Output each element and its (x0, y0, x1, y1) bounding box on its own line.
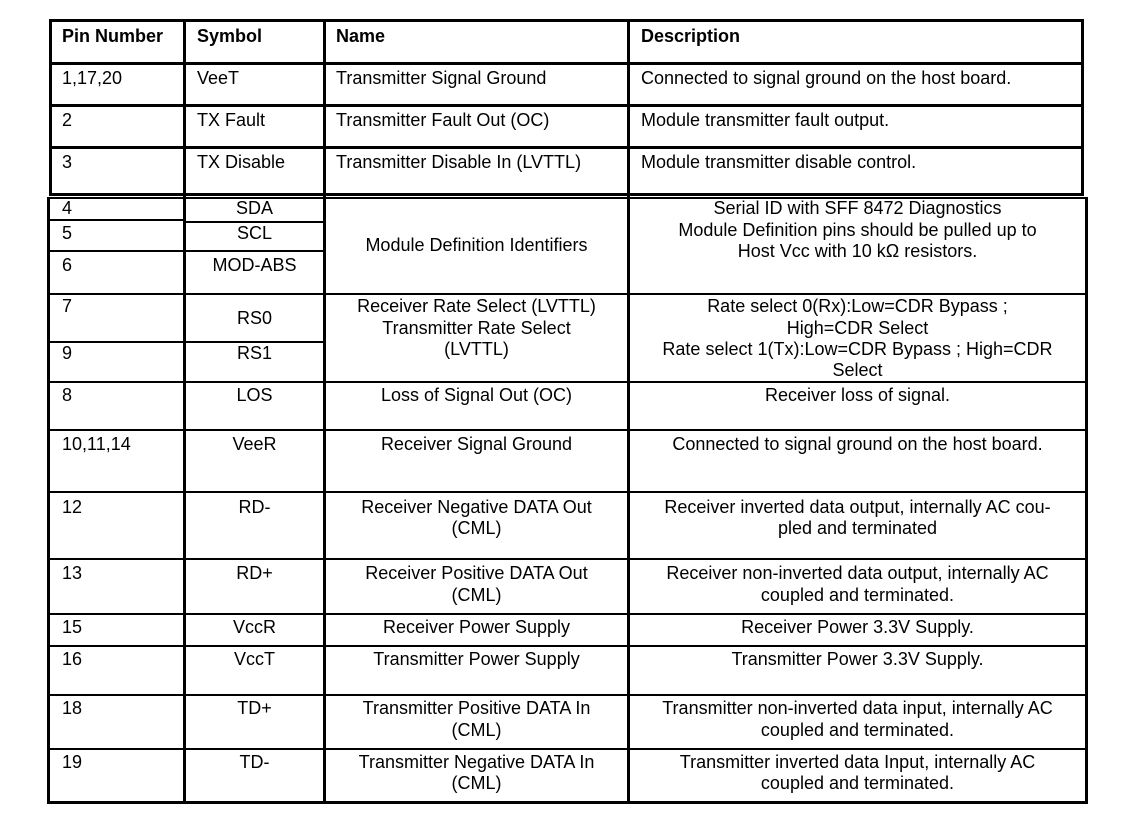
pin-cell: 4 (62, 198, 73, 218)
header-description: Description (641, 26, 741, 46)
pin-cell: 16 (62, 649, 83, 669)
table-border (1081, 19, 1084, 196)
description-line: Host Vcc with 10 kΩ resistors. (737, 241, 978, 261)
name-cell: Receiver Signal Ground (380, 434, 573, 454)
table-border (48, 429, 1087, 431)
symbol-cell: RD- (238, 497, 271, 517)
name-line: Transmitter Negative DATA In (358, 752, 595, 772)
pin-cell: 5 (62, 223, 73, 243)
table-border (48, 293, 1087, 295)
table-border (49, 62, 1084, 65)
symbol-cell: RS0 (236, 308, 272, 328)
description-line: Serial ID with SFF 8472 Diagnostics (713, 198, 1002, 218)
description-line: Rate select 0(Rx):Low=CDR Bypass ; (707, 296, 1008, 316)
header-name: Name (336, 26, 386, 46)
pin-cell: 2 (62, 110, 73, 130)
symbol-cell: SCL (236, 223, 272, 243)
column-divider (183, 19, 186, 804)
description-line: coupled and terminated. (760, 773, 955, 793)
column-divider (323, 19, 326, 804)
name-line: Receiver Rate Select (LVTTL) (357, 296, 596, 316)
name-line: (CML) (451, 518, 502, 538)
name-cell: Transmitter Signal Ground (336, 68, 547, 88)
symbol-cell: SDA (235, 198, 273, 218)
description-line: coupled and terminated. (760, 720, 955, 740)
description-line: Select (832, 360, 883, 380)
symbol-cell: RS1 (236, 343, 272, 363)
description-line: Module Definition pins should be pulled up to (678, 220, 1037, 240)
symbol-cell: TX Disable (197, 152, 286, 172)
name-line: Receiver Negative DATA Out (361, 497, 592, 517)
column-divider (627, 19, 630, 804)
table-border (48, 219, 184, 221)
description-line: coupled and terminated. (760, 585, 955, 605)
name-line: (CML) (451, 585, 502, 605)
table-border (1085, 197, 1088, 804)
pin-cell: 13 (62, 563, 83, 583)
name-line: Transmitter Positive DATA In (362, 698, 591, 718)
table-border (48, 250, 324, 252)
description-line: High=CDR Select (786, 318, 929, 338)
table-border (48, 613, 1087, 615)
name-line: Transmitter Rate Select (382, 318, 571, 338)
table-border (49, 19, 52, 196)
table-border (47, 197, 50, 804)
name-cell: Transmitter Power Supply (373, 649, 580, 669)
pin-cell: 18 (62, 698, 83, 718)
description-cell: Module transmitter disable control. (641, 152, 917, 172)
name-cell: Transmitter Fault Out (OC) (336, 110, 550, 130)
pin-cell: 10,11,14 (62, 434, 131, 454)
description-cell: Connected to signal ground on the host board. (641, 68, 1012, 88)
symbol-cell: TD+ (237, 698, 272, 718)
description-line: pled and terminated (777, 518, 938, 538)
name-cell: Receiver Power Supply (382, 617, 571, 637)
description-cell: Receiver loss of signal. (764, 385, 951, 405)
symbol-cell: LOS (236, 385, 273, 405)
table-border (48, 694, 1087, 696)
pin-cell: 8 (62, 385, 73, 405)
name-cell: Transmitter Disable In (LVTTL) (336, 152, 582, 172)
pin-cell: 1,17,20 (62, 68, 123, 88)
description-cell: Connected to signal ground on the host board. (672, 434, 1043, 454)
table-border (49, 19, 1084, 22)
name-line: (CML) (451, 773, 502, 793)
description-cell: Module transmitter fault output. (641, 110, 890, 130)
pin-cell: 19 (62, 752, 83, 772)
description-line: Rate select 1(Tx):Low=CDR Bypass ; High=CDR (662, 339, 1053, 359)
pin-cell: 6 (62, 255, 73, 275)
table-border (48, 645, 1087, 647)
pin-cell: 7 (62, 296, 73, 316)
symbol-cell: TX Fault (197, 110, 266, 130)
table-border (48, 748, 1087, 750)
table-border (49, 193, 1084, 196)
table-border (48, 381, 1087, 383)
symbol-cell: MOD-ABS (212, 255, 297, 275)
description-line: Receiver inverted data output, internally AC cou- (664, 497, 1051, 517)
pin-cell: 15 (62, 617, 83, 637)
description-line: Transmitter inverted data Input, internally AC (679, 752, 1036, 772)
name-cell: Module Definition Identifiers (365, 235, 588, 255)
name-line: (CML) (451, 720, 502, 740)
name-line: (LVTTL) (444, 339, 509, 359)
header-pin-number: Pin Number (62, 26, 164, 46)
description-cell: Receiver Power 3.3V Supply. (741, 617, 974, 637)
header-symbol: Symbol (197, 26, 263, 46)
symbol-cell: TD- (239, 752, 270, 772)
symbol-cell: RD+ (236, 563, 273, 583)
symbol-cell: VeeR (232, 434, 277, 454)
name-cell: Loss of Signal Out (OC) (380, 385, 573, 405)
symbol-cell: VccT (233, 649, 275, 669)
symbol-cell: VccR (232, 617, 276, 637)
pin-cell: 12 (62, 497, 83, 517)
table-border (48, 558, 1087, 560)
pin-cell: 9 (62, 343, 73, 363)
table-border (48, 491, 1087, 493)
table-border (49, 104, 1084, 107)
table-border (48, 801, 1087, 804)
description-line: Receiver non-inverted data output, internally AC (666, 563, 1049, 583)
description-cell: Transmitter Power 3.3V Supply. (731, 649, 984, 669)
pin-cell: 3 (62, 152, 73, 172)
name-line: Receiver Positive DATA Out (365, 563, 588, 583)
symbol-cell: VeeT (197, 68, 240, 88)
table-border (49, 146, 1084, 149)
description-line: Transmitter non-inverted data input, internally AC (662, 698, 1053, 718)
